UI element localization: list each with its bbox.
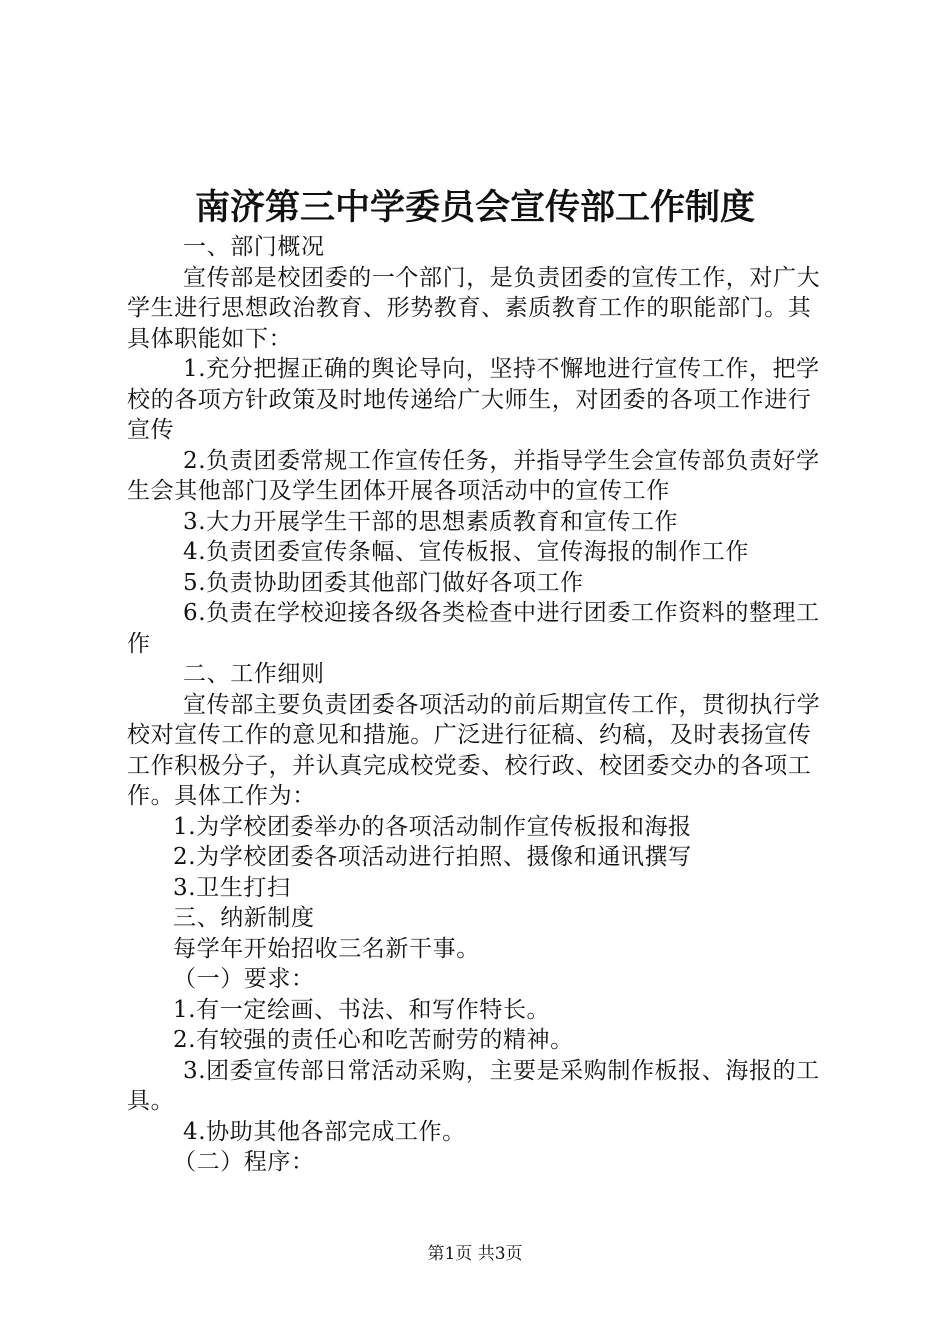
section-heading: 二、工作细则 (183, 661, 325, 687)
section-heading: 一、部门概况 (183, 234, 325, 260)
list-item: 3.大力开展学生干部的思想素质教育和宣传工作 (183, 508, 679, 535)
list-item: 6.负责在学校迎接各级各类检查中进行团委工作资料的整理工作 (127, 600, 820, 657)
list-item: 1.为学校团委举办的各项活动制作宣传板报和海报 (173, 813, 692, 840)
page-number: 第1页 共3页 (427, 1244, 523, 1264)
list-item: 2.为学校团委各项活动进行拍照、摄像和通讯撰写 (173, 844, 692, 870)
paragraph: 每学年开始招收三名新干事。 (173, 935, 480, 962)
list-item: 1.有一定绘画、书法、和写作特长。 (173, 996, 551, 1023)
document-title: 南济第三中学委员会宣传部工作制度 (194, 187, 755, 228)
list-item: 2.有较强的责任心和吃苦耐劳的精神。 (173, 1027, 574, 1053)
list-item: 5.负责协助团委其他部门做好各项工作 (183, 569, 584, 596)
list-item: 4.协助其他各部完成工作。 (183, 1118, 466, 1145)
subsection-heading: （二）程序： (173, 1149, 315, 1175)
list-item: 3.团委宣传部日常活动采购，主要是采购制作板报、海报的工具。 (127, 1057, 820, 1114)
paragraph: 宣传部主要负责团委各项活动的前后期宣传工作，贯彻执行学校对宣传工作的意见和措施。广泛进行征稿、约稿，及时表扬宣传工作积极分子，并认真完成校党委、校行政、校团委交办的各项工作。具体工作为： (127, 691, 821, 809)
list-item: 4.负责团委宣传条幅、宣传板报、宣传海报的制作工作 (183, 539, 749, 565)
document-body (127, 232, 831, 1178)
list-item: 1.充分把握正确的舆论导向，坚持不懈地进行宣传工作，把学校的各项方针政策及时地传递给广大师生，对团委的各项工作进行宣传 (127, 356, 820, 443)
list-item: 3.卫生打扫 (173, 874, 291, 901)
subsection-heading: （一）要求： (173, 966, 315, 992)
paragraph: 宣传部是校团委的一个部门，是负责团委的宣传工作，对广大学生进行思想政治教育、形势教育、素质教育工作的职能部门。其具体职能如下： (127, 264, 821, 352)
list-item: 2.负责团委常规工作宣传任务，并指导学生会宣传部负责好学生会其他部门及学生团体开展各项活动中的宣传工作 (127, 447, 820, 504)
section-heading: 三、纳新制度 (173, 905, 315, 931)
